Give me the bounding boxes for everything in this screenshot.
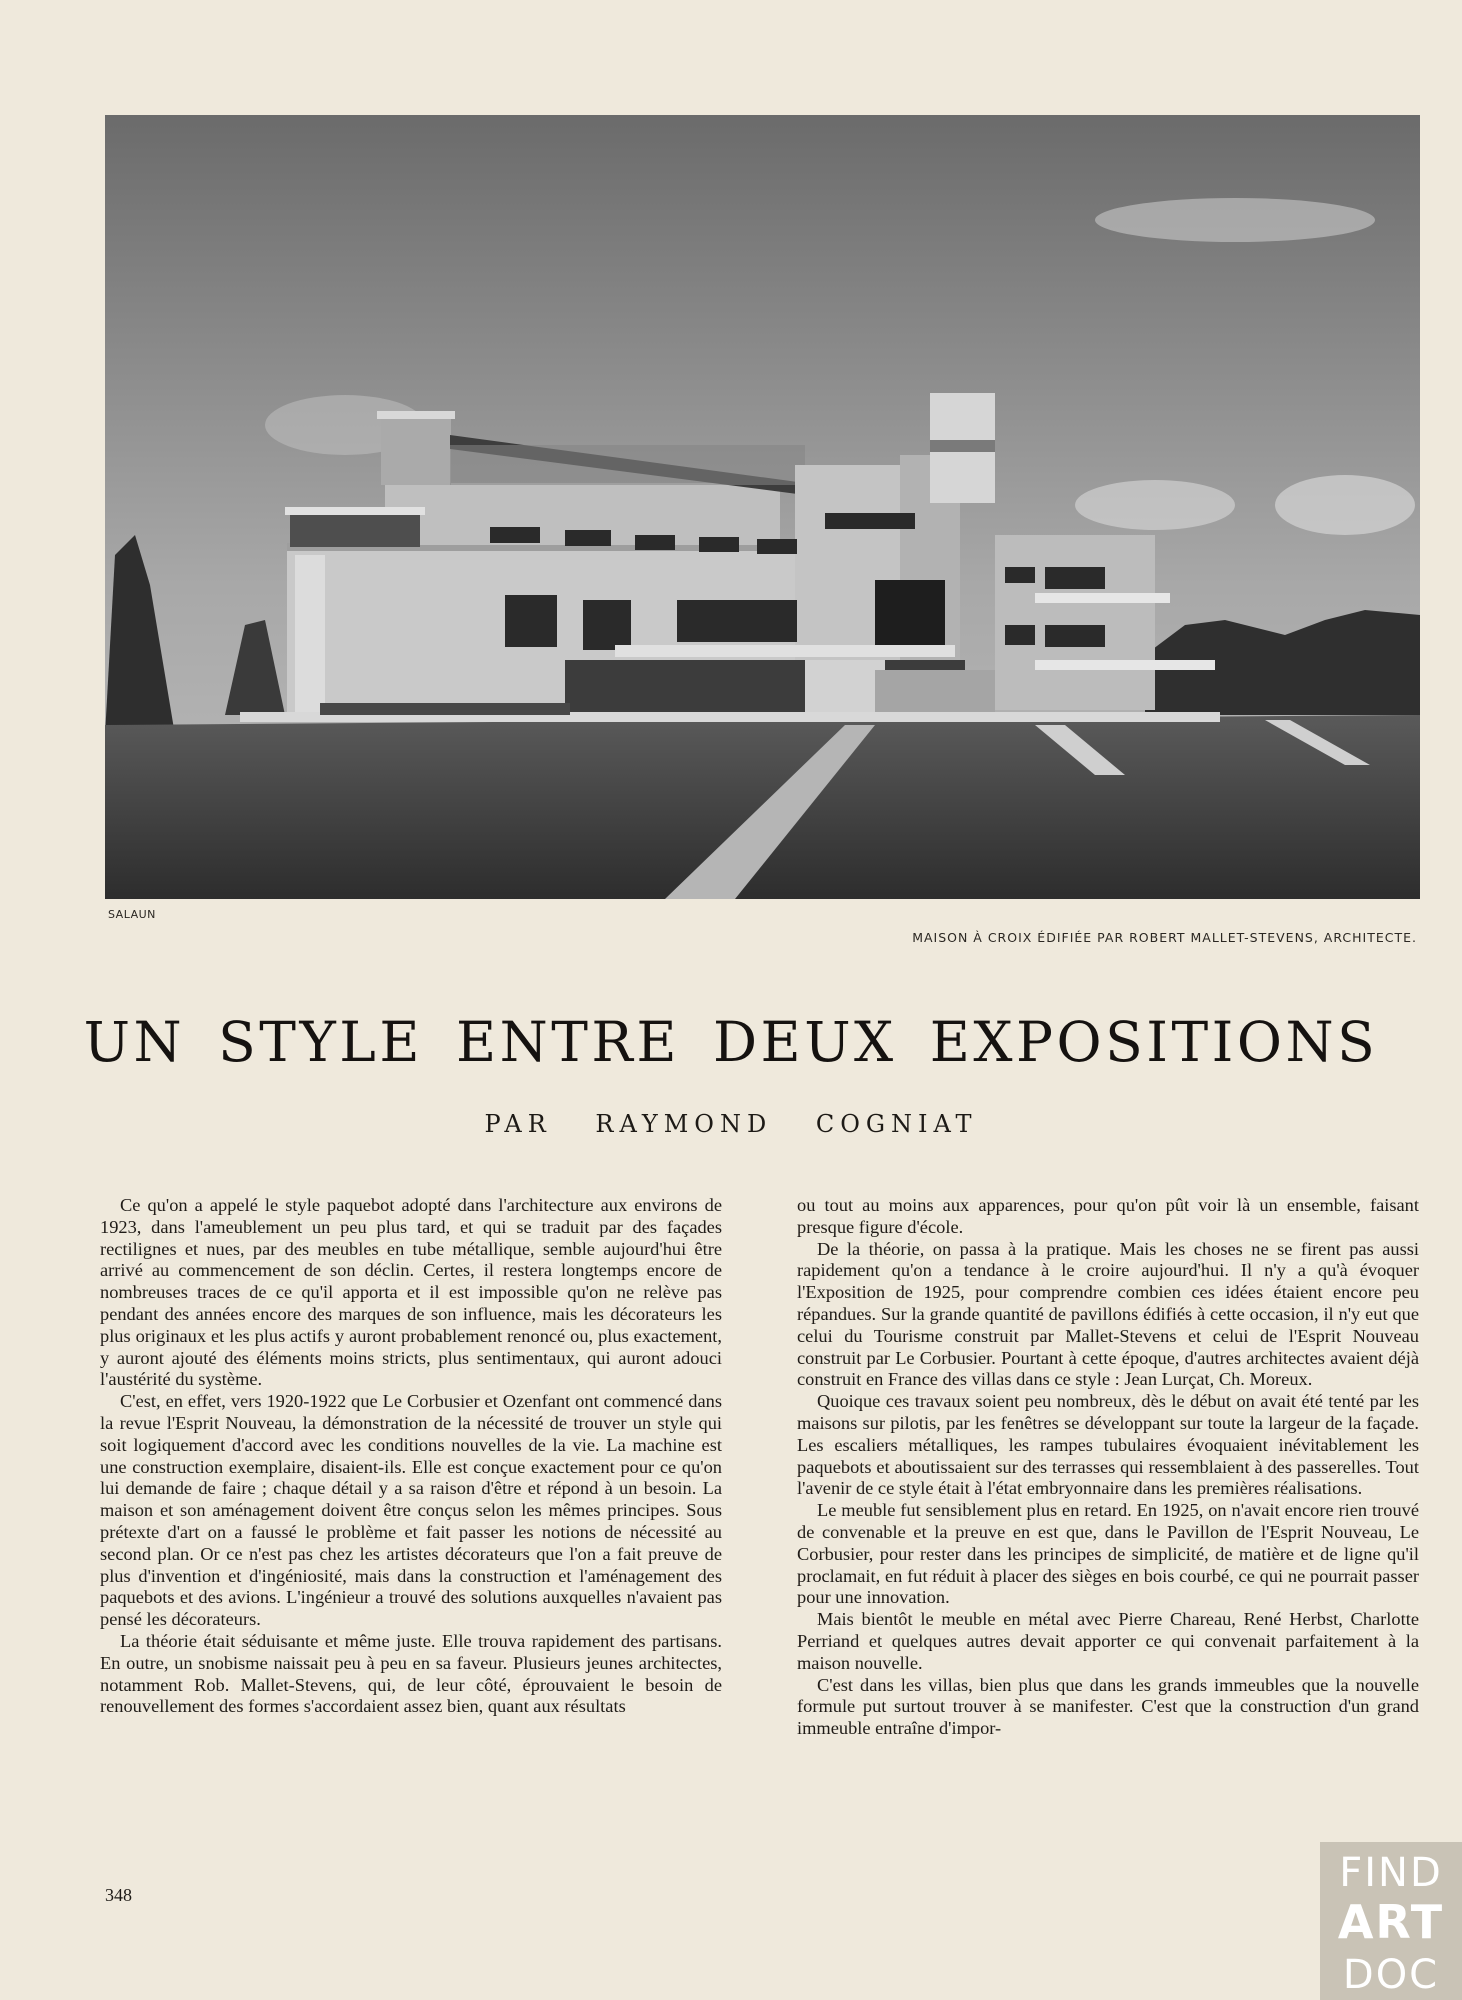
page-number: 348 [105,1885,132,1905]
watermark-line-3: DOC [1342,1952,1440,1998]
paragraph: Le meuble fut sensiblement plus en retard. En 1925, on n'avait encore rien trouvé de convenable et la preuve en est que, dans le Pavillon de l'Esprit Nouveau, Le Corbusier, pour rester dans les principes de simplicité, de matière et de ligne qu'il proclamait, en fut réduit à placer des sièges en bois courbé, ce qui ne pourrait passer pour une innovation. [797,1500,1419,1608]
paragraph: Quoique ces travaux soient peu nombreux, dès le début on avait été tenté par les maisons sur pilotis, par les fenêtres se développant sur toute la largeur de la façade. Les escaliers métalliques, les rampes tubulaires évoquaient inévitablement les paquebots et aboutissaient sur des terrasses qui ressemblaient à des passerelles. Tout l'avenir de ce style était à l'état embryonnaire dans les premières réalisations. [797,1391,1419,1499]
article-title: UN STYLE ENTRE DEUX EXPOSITIONS [83,1010,1379,1074]
article-right-column [797,1195,1419,1740]
findartdoc-watermark [1320,1842,1462,2000]
photo-caption: MAISON À CROIX ÉDIFIÉE PAR ROBERT MALLET-STEVENS, ARCHITECTE. [912,930,1417,945]
paragraph: La théorie était séduisante et même juste. Elle trouva rapidement des partisans. En outre, un snobisme naissait peu à peu en sa faveur. Plusieurs jeunes architectes, notamment Rob. Mallet-Stevens, qui, de leur côté, éprouvaient le besoin de renouvellement des formes s'accordaient assez bien, quant aux résultats [100,1630,722,1717]
paragraph: ou tout au moins aux apparences, pour qu'on pût voir là un ensemble, faisant presque figure d'école. [797,1195,1419,1237]
article-left-column [100,1195,722,1718]
photo-credit: SALAUN [108,908,156,921]
villa-photograph [105,115,1420,899]
article-byline: PAR RAYMOND COGNIAT [484,1110,978,1138]
paragraph: Ce qu'on a appelé le style paquebot adopté dans l'architecture aux environs de 1923, dans l'ameublement un peu plus tard, et qui se traduit par des façades rectilignes et nues, par des meubles en tube métallique, semble aujourd'hui être arrivé au commencement de son déclin. Certes, il restera longtemps encore de nombreuses traces de ce qu'il apporta et il est impossible qu'on ne relève pas pendant des années encore des marques de son influence, mais les décorateurs les plus originaux et les plus actifs y auront probablement renoncé ou, plus exactement, y auront ajouté des éléments moins stricts, plus sentimentaux, qui auront adouci l'austérité du système. [100,1195,722,1390]
paragraph: C'est, en effet, vers 1920-1922 que Le Corbusier et Ozenfant ont commencé dans la revue l'Esprit Nouveau, la démonstration de la nécessité de trouver un style qui soit logiquement d'accord avec les conditions nouvelles de la vie. La machine est une construction exemplaire, disaient-ils. Elle est conçue exactement pour ce qu'on lui demande de faire ; chaque détail y a sa raison d'être et répond à un besoin. La maison et son aménagement doivent être conçus selon les mêmes principes. Sous prétexte d'art on a faussé le problème et fait passer les notions de nécessité au second plan. Or ce n'est pas chez les artistes décorateurs que l'on a fait preuve de plus d'invention et d'ingéniosité, mais dans la construction et l'aménagement des paquebots et des avions. L'ingénieur a trouvé des solutions auxquelles n'avaient pas pensé les décorateurs. [100,1391,722,1630]
watermark-line-1: FIND [1339,1850,1443,1896]
watermark-line-2: ART [1337,1895,1445,1949]
paragraph: C'est dans les villas, bien plus que dans les grands immeubles que la nouvelle formule put surtout trouver à se manifester. C'est que la construction d'un grand immeuble entraîne d'impor- [797,1674,1419,1739]
paragraph: Mais bientôt le meuble en métal avec Pierre Chareau, René Herbst, Charlotte Perriand et quelques autres devait apporter ce qui convenait parfaitement à la maison nouvelle. [797,1609,1419,1673]
paragraph: De la théorie, on passa à la pratique. Mais les choses ne se firent pas aussi rapidement qu'on a tendance à le croire aujourd'hui. Il n'y a qu'à évoquer l'Exposition de 1925, pour comprendre combien ces idées étaient encore peu répandues. Sur la grande quantité de pavillons édifiés à cette occasion, il n'y eut que celui du Tourisme construit par Mallet-Stevens et celui de l'Esprit Nouveau construit par Le Corbusier. Pourtant à cette époque, d'autres architectes avaient déjà construit en France des villas dans ce style : Jean Lurçat, Ch. Moreux. [797,1238,1419,1390]
